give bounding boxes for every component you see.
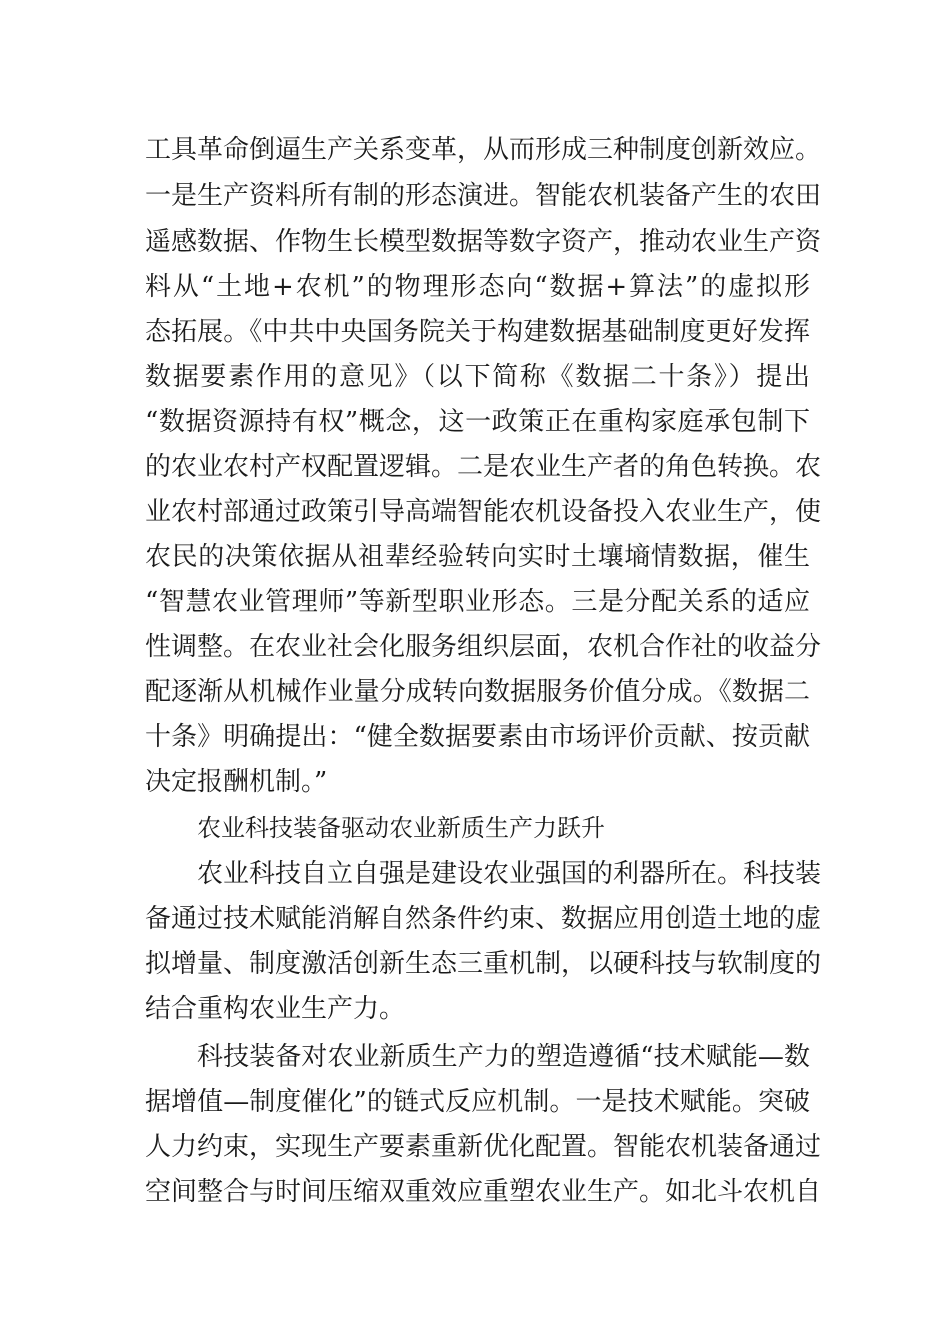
text-line: 据增值—制度催化”的链式反应机制。一是技术赋能。突破	[145, 1087, 810, 1117]
text-line: 十条》明确提出：“健全数据要素由市场评价贡献、按贡献	[145, 722, 810, 752]
text-line: 的农业农村产权配置逻辑。二是农业生产者的角色转换。农	[145, 452, 822, 482]
section-heading: 农业科技装备驱动农业新质生产力跃升	[197, 814, 605, 842]
text-line: 配逐渐从机械作业量分成转向数据服务价值分成。《数据二	[145, 677, 810, 707]
text-line: 一是生产资料所有制的形态演进。智能农机装备产生的农田	[145, 181, 822, 211]
text-line: 遥感数据、作物生长模型数据等数字资产，推动农业生产资	[145, 227, 822, 257]
text-line: 农民的决策依据从祖辈经验转向实时土壤墒情数据，催生	[145, 542, 810, 572]
text-line: 数据要素作用的意见》（以下简称《数据二十条》）提出	[145, 362, 810, 392]
text-line: 业农村部通过政策引导高端智能农机设备投入农业生产，使	[145, 497, 822, 527]
text-line: 备通过技术赋能消解自然条件约束、数据应用创造土地的虚	[145, 904, 822, 934]
text-line: 人力约束，实现生产要素重新优化配置。智能农机装备通过	[145, 1132, 822, 1162]
text-line: 决定报酬机制。”	[145, 767, 328, 797]
text-line: “数据资源持有权”概念，这一政策正在重构家庭承包制下	[145, 407, 810, 437]
text-line: 态拓展。《中共中央国务院关于构建数据基础制度更好发挥	[145, 317, 810, 347]
text-line: 拟增量、制度激活创新生态三重机制，以硬科技与软制度的	[145, 949, 822, 979]
text-line: 性调整。在农业社会化服务组织层面，农机合作社的收益分	[145, 632, 822, 662]
text-line: 结合重构农业生产力。	[145, 994, 406, 1024]
text-line: 科技装备对农业新质生产力的塑造遵循“技术赋能—数	[197, 1042, 810, 1072]
text-line: 工具革命倒逼生产关系变革，从而形成三种制度创新效应。	[145, 135, 822, 165]
text-line: 料从“土地+农机”的物理形态向“数据+算法”的虚拟形	[145, 272, 810, 302]
text-line: “智慧农业管理师”等新型职业形态。三是分配关系的适应	[145, 587, 810, 617]
text-line: 农业科技自立自强是建设农业强国的利器所在。科技装	[197, 859, 822, 889]
text-line: 空间整合与时间压缩双重效应重塑农业生产。如北斗农机自	[145, 1177, 822, 1207]
